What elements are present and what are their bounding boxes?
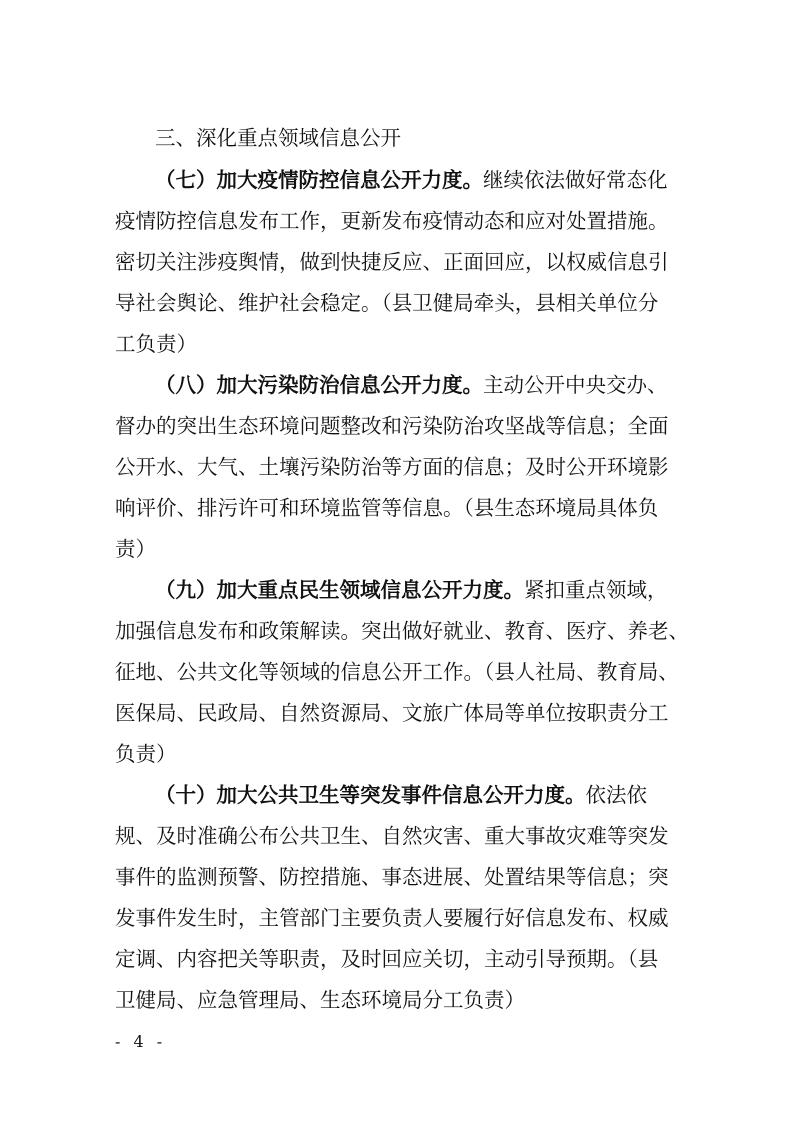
paragraph-9-line-2: 加强信息发布和政策解读。突出做好就业、教育、医疗、养老、 <box>115 619 689 643</box>
paragraph-10-title: （十）加大公共卫生等突发事件信息公开力度。 <box>155 783 586 807</box>
paragraph-8-title: （八）加大污染防治信息公开力度。 <box>155 373 483 397</box>
paragraph-8-line-5: 责） <box>115 537 156 561</box>
paragraph-10-first-line <box>155 783 647 807</box>
paragraph-7-title: （七）加大疫情防控信息公开力度。 <box>155 168 483 192</box>
paragraph-8-first-line <box>155 373 668 397</box>
paragraph-8-line-3: 公开水、大气、土壤污染防治等方面的信息；及时公开环境影 <box>115 455 669 479</box>
paragraph-8-line-4: 响评价、排污许可和环境监管等信息。（县生态环境局具体负 <box>115 496 659 520</box>
paragraph-7-line-5: 工负责） <box>115 332 197 356</box>
paragraph-10-line-1: 依法依 <box>585 783 647 807</box>
paragraph-10-line-6: 卫健局、应急管理局、生态环境局分工负责） <box>115 988 525 1012</box>
paragraph-8-line-1: 主动公开中央交办、 <box>483 373 668 397</box>
paragraph-9-line-5: 负责） <box>115 742 177 766</box>
paragraph-7-line-2: 疫情防控信息发布工作，更新发布疫情动态和应对处置措施。 <box>115 209 669 233</box>
paragraph-10-line-2: 规、及时准确公布公共卫生、自然灾害、重大事故灾难等突发 <box>115 824 669 848</box>
paragraph-7-line-3: 密切关注涉疫舆情，做到快捷反应、正面回应，以权威信息引 <box>115 250 669 274</box>
paragraph-7-line-1: 继续依法做好常态化 <box>483 168 668 192</box>
paragraph-9-line-3: 征地、公共文化等领域的信息公开工作。（县人社局、教育局、 <box>115 660 679 684</box>
paragraph-7-line-4: 导社会舆论、维护社会稳定。（县卫健局牵头，县相关单位分 <box>115 291 659 315</box>
paragraph-9-first-line <box>155 578 668 602</box>
paragraph-8-line-2: 督办的突出生态环境问题整改和污染防治攻坚战等信息；全面 <box>115 414 669 438</box>
paragraph-10-line-5: 定调、内容把关等职责，及时回应关切，主动引导预期。（县 <box>115 947 659 971</box>
paragraph-9-title: （九）加大重点民生领域信息公开力度。 <box>155 578 524 602</box>
section-heading: 三、深化重点领域信息公开 <box>155 126 401 150</box>
paragraph-10-line-3: 事件的监测预警、防控措施、事态进展、处置结果等信息；突 <box>115 865 669 889</box>
paragraph-7-first-line <box>155 168 668 192</box>
paragraph-10-line-4: 发事件发生时，主管部门主要负责人要履行好信息发布、权威 <box>115 906 669 930</box>
paragraph-9-line-4: 医保局、民政局、自然资源局、文旅广体局等单位按职责分工 <box>115 701 669 725</box>
page-number: - 4 - <box>115 1032 167 1051</box>
paragraph-9-line-1: 紧扣重点领域， <box>524 578 668 602</box>
